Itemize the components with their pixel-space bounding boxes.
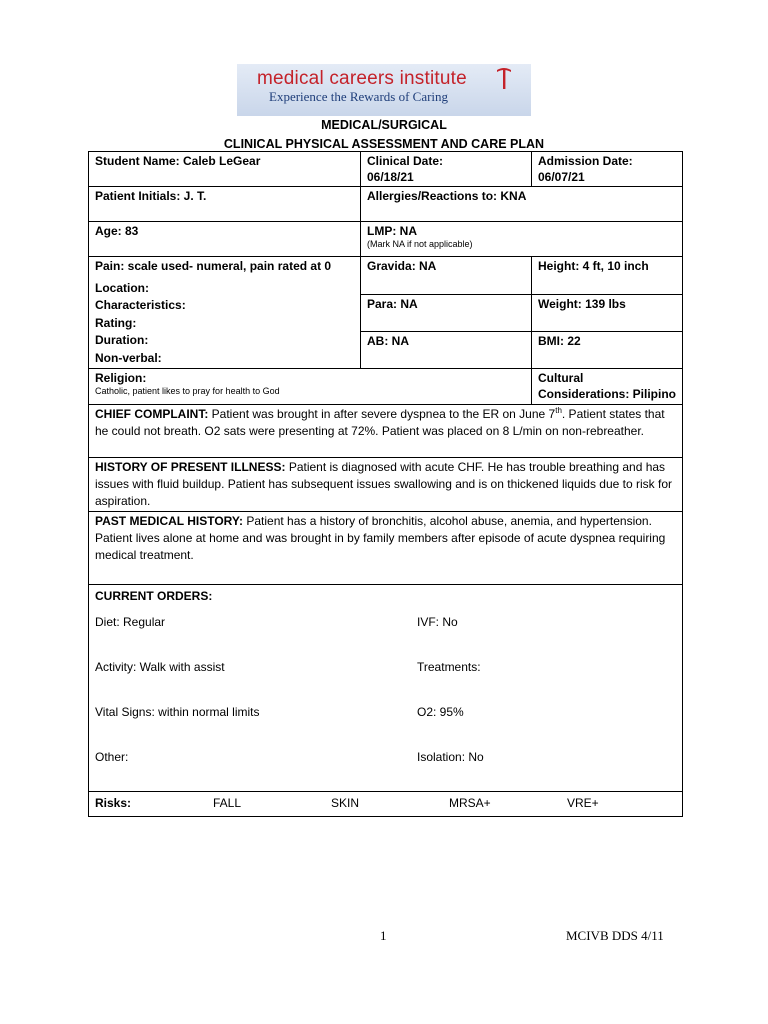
pmh-row [89, 512, 683, 585]
clinical-date-value: 06/18/21 [367, 170, 414, 184]
pain-row-1 [89, 257, 683, 295]
risk-item: SKIN [331, 796, 360, 810]
assessment-form [88, 151, 683, 817]
pain-location: Location: [95, 280, 149, 295]
height-cell [532, 257, 683, 295]
weight-cell [532, 295, 683, 331]
initials-row [89, 187, 683, 222]
pmh-text: Patient has a history of bronchitis, alcohol abuse, anemia, and hypertension. Patient lives alone at home and was brought in by family members after episode of acute dyspnea requiring medical treatment. [95, 514, 666, 562]
patient-initials: Patient Initials: J. T. [95, 189, 207, 203]
pain-cell [89, 257, 361, 369]
pain-scale: Pain: scale used- numeral, pain rated at 0 [95, 259, 332, 273]
lmp-note: (Mark NA if not applicable) [367, 239, 473, 249]
para-cell [361, 295, 532, 331]
logo-name: medical careers institute [257, 68, 467, 89]
title-line-1: MEDICAL/SURGICAL [321, 118, 447, 132]
clinical-date-cell [361, 152, 532, 187]
chief-complaint-label: CHIEF COMPLAINT: [95, 407, 209, 421]
religion-label: Religion: [95, 371, 147, 385]
chief-complaint-text: Patient was brought in after severe dyspnea to the ER on June 7 [208, 407, 556, 421]
patient-initials-cell [89, 187, 361, 222]
gravida-cell [361, 257, 532, 295]
footer-code: MCIVB DDS 4/11 [566, 928, 664, 943]
pain-rating: Rating: [95, 315, 137, 330]
weight: Weight: 139 lbs [538, 297, 626, 312]
caduceus-icon [496, 66, 512, 90]
chief-complaint-text-cont: . Patient states that he could not breath. O2 sats were presenting at 72%. Patient was placed on 8 L/min on non-rebreather. [95, 407, 665, 438]
religion-cell [89, 369, 532, 405]
institute-logo [237, 64, 531, 116]
order-o2: O2: 95% [417, 705, 464, 719]
order-isolation: Isolation: No [417, 750, 484, 764]
clinical-date-label: Clinical Date: [367, 154, 444, 168]
title-line-2: CLINICAL PHYSICAL ASSESSMENT AND CARE PLAN [223, 137, 545, 151]
hpi-row [89, 458, 683, 512]
hpi-cell [89, 458, 683, 512]
risks-list [95, 795, 676, 811]
risk-item: MRSA+ [449, 796, 491, 810]
chief-complaint-superscript: th [555, 406, 562, 415]
admission-date-label: Admission Date: [538, 154, 633, 168]
gravida: Gravida: NA [367, 259, 437, 273]
admission-date-cell [532, 152, 683, 187]
order-diet: Diet: Regular [95, 615, 166, 629]
religion-value: Catholic, patient likes to pray for health to God [95, 386, 280, 396]
para: Para: NA [367, 297, 418, 312]
order-ivf: IVF: No [417, 615, 458, 629]
pain-nonverbal: Non-verbal: [95, 350, 162, 365]
order-treatments: Treatments: [417, 660, 481, 674]
lmp-cell [361, 222, 683, 257]
risks-cell [89, 792, 683, 817]
risk-item: FALL [213, 796, 242, 810]
student-name-cell [89, 152, 361, 187]
bmi-cell [532, 331, 683, 368]
religion-row [89, 369, 683, 405]
ab: AB: NA [367, 333, 409, 348]
order-other: Other: [95, 750, 129, 764]
pain-duration: Duration: [95, 333, 149, 347]
cultural-value: Considerations: Pilipino [538, 387, 677, 401]
admission-date-value: 06/07/21 [538, 170, 585, 184]
age: Age: 83 [95, 224, 139, 238]
orders-cell [89, 585, 683, 792]
header-row [89, 152, 683, 187]
risk-item: VRE+ [567, 796, 599, 810]
chief-complaint-row [89, 405, 683, 458]
orders-label: CURRENT ORDERS: [95, 589, 213, 603]
age-cell [89, 222, 361, 257]
height: Height: 4 ft, 10 inch [538, 259, 649, 273]
ab-cell [361, 331, 532, 368]
age-row [89, 222, 683, 257]
student-name: Student Name: Caleb LeGear [95, 154, 261, 168]
order-vitals: Vital Signs: within normal limits [95, 705, 260, 719]
lmp: LMP: NA [367, 224, 417, 238]
cultural-cell [532, 369, 683, 405]
logo-tagline: Experience the Rewards of Caring [269, 89, 449, 104]
hpi-label: HISTORY OF PRESENT ILLNESS: [95, 460, 286, 474]
orders-row [89, 585, 683, 792]
allergies: Allergies/Reactions to: KNA [367, 189, 527, 203]
allergies-cell [361, 187, 683, 222]
risks-row [89, 792, 683, 817]
pain-characteristics: Characteristics: [95, 298, 186, 312]
hpi-text: Patient is diagnosed with acute CHF. He has trouble breathing and has issues with fluid buildup. Patient has subsequent issues swallowing and is on thickened liquids due to risk for aspiration. [95, 460, 672, 508]
order-activity: Activity: Walk with assist [95, 660, 225, 674]
chief-complaint-cell [89, 405, 683, 458]
page-number: 1 [380, 928, 387, 943]
cultural-label: Cultural [538, 371, 584, 385]
pmh-label: PAST MEDICAL HISTORY: [95, 514, 244, 528]
pmh-cell [89, 512, 683, 585]
bmi: BMI: 22 [538, 333, 581, 348]
orders-grid [95, 614, 676, 765]
risks-label: Risks: [95, 796, 132, 810]
